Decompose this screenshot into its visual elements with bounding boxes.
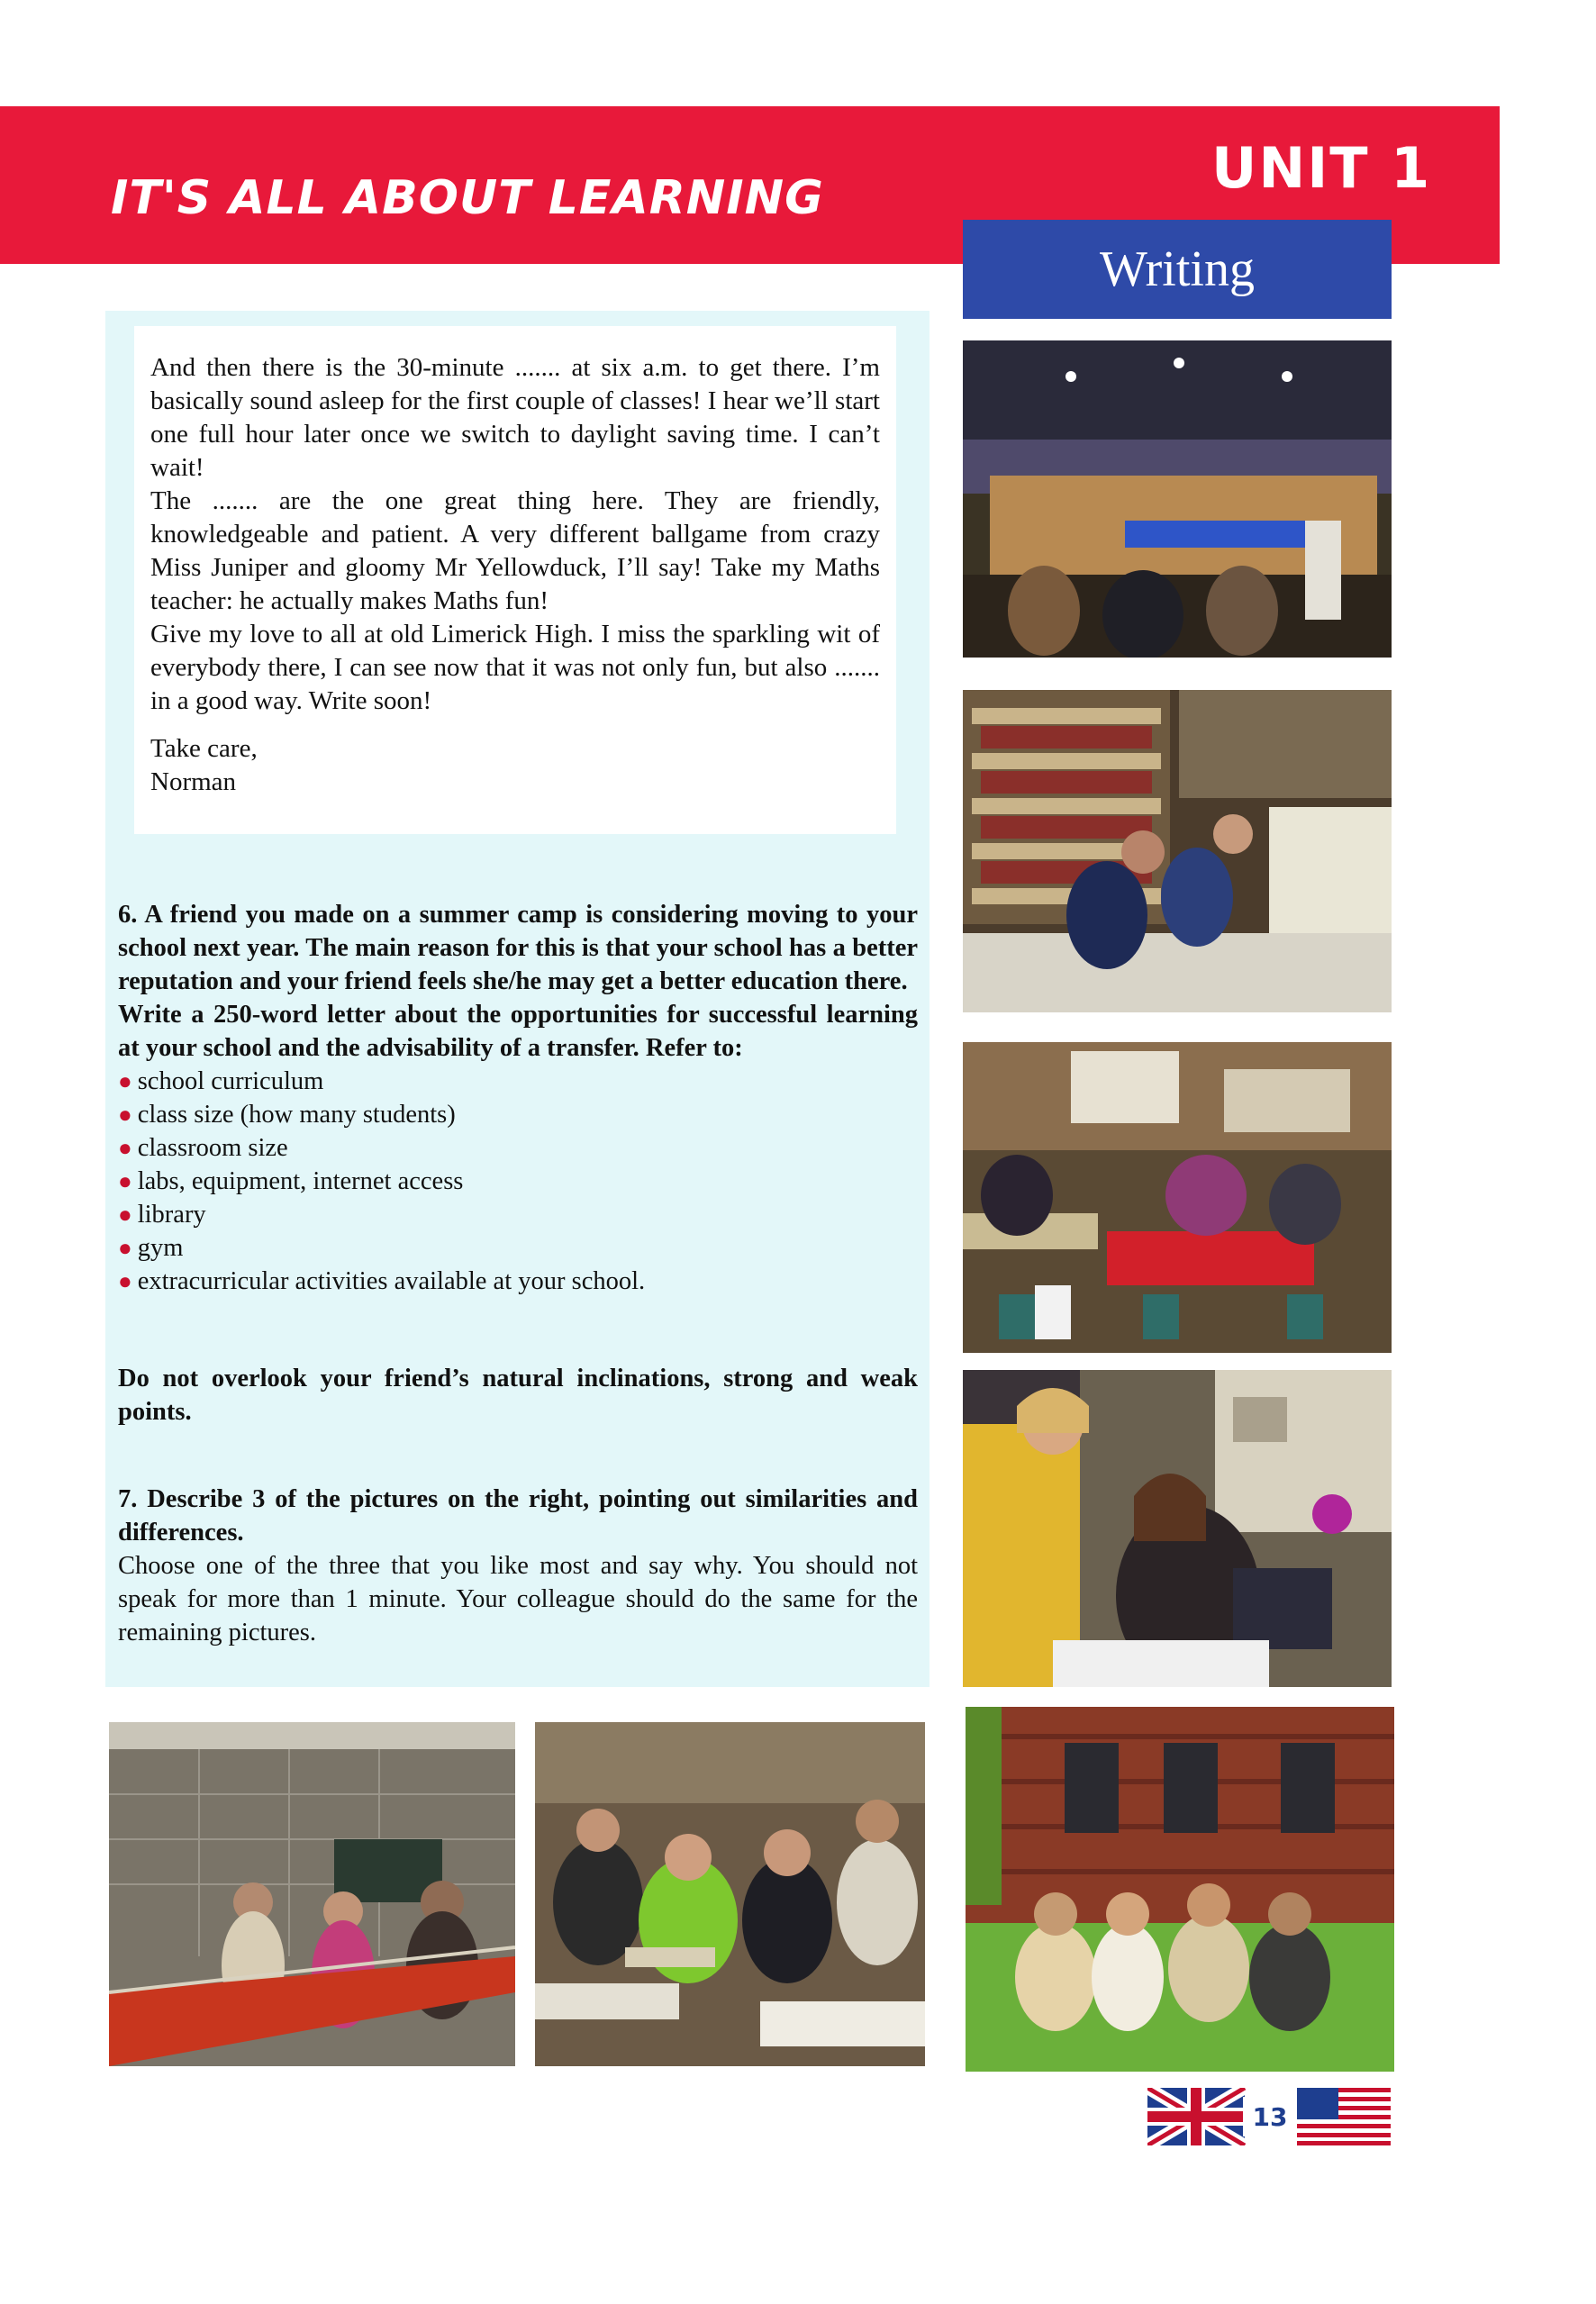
- list-item: ● school curriculum: [118, 1067, 324, 1095]
- task-7-heading: 7. Describe 3 of the pictures on the right, pointing out similarities and differences.: [118, 1485, 918, 1547]
- photo-campus-lawn: [966, 1707, 1394, 2072]
- task-6-note: Do not overlook your friend’s natural inclinations, strong and weak points.: [118, 1365, 918, 1426]
- task-7-body: Choose one of the three that you like most and say why. You should not speak for more than 1 minute. Your colleague should do the same for the remaining pictures.: [118, 1552, 918, 1646]
- page-title: IT'S ALL ABOUT LEARNING: [111, 171, 824, 225]
- task-6-bullet-list: [118, 1065, 918, 1298]
- list-item: ● extracurricular activities available at your school.: [118, 1267, 646, 1295]
- letter-text: [134, 326, 896, 834]
- letter-paragraph: The ....... are the one great thing here. They are friendly, knowledgeable and patient. A very different ballgame from crazy Miss Juniper and gloomy Mr Yellowduck, I’ll say! Take my Maths teacher: he actually makes Maths fun!: [150, 486, 880, 615]
- list-item: ● labs, equipment, internet access: [118, 1167, 464, 1195]
- photo-cafeteria: [963, 1042, 1392, 1353]
- list-item: ● gym: [118, 1234, 184, 1262]
- list-item: ● class size (how many students): [118, 1101, 456, 1129]
- photo-computer-room: [963, 1370, 1392, 1687]
- letter-paragraph: Give my love to all at old Limerick High. I miss the sparkling wit of everybody there, I can see now that it was not only fun, but also ....... in a good way. Write soon!: [150, 620, 880, 715]
- us-flag-icon: [1297, 2088, 1391, 2145]
- bullet-icon: ●: [118, 1068, 132, 1094]
- unit-label: UNIT 1: [1211, 135, 1432, 201]
- section-label: Writing: [963, 220, 1392, 319]
- letter-closing: Take care,: [150, 734, 258, 763]
- task-6: [118, 898, 918, 1298]
- bullet-icon: ●: [118, 1102, 132, 1128]
- photo-gym: [963, 340, 1392, 658]
- photo-library: [963, 690, 1392, 1012]
- bullet-icon: ●: [118, 1202, 132, 1228]
- bullet-icon: ●: [118, 1135, 132, 1161]
- task-6-instruction: Write a 250-word letter about the opportunities for successful learning at your school and the advisability of a transfer. Refer to:: [118, 1001, 918, 1062]
- list-item: ● library: [118, 1201, 206, 1229]
- bullet-icon: ●: [118, 1268, 132, 1294]
- task-7: [118, 1483, 918, 1649]
- bullet-icon: ●: [118, 1168, 132, 1194]
- task-6-intro: 6. A friend you made on a summer camp is considering moving to your school next year. The main reason for this is that your school has a better reputation and your friend feels she/he may get a better education there.: [118, 901, 918, 995]
- uk-flag-icon: [1147, 2088, 1245, 2145]
- photo-classroom: [535, 1722, 925, 2066]
- bullet-icon: ●: [118, 1235, 132, 1261]
- list-item: ● classroom size: [118, 1134, 288, 1162]
- letter-paragraph: And then there is the 30-minute ....... at six a.m. to get there. I’m basically sound asleep for the first couple of classes! I hear we’ll start one full hour later once we switch to daylight saving time. I can’t wait!: [150, 353, 880, 482]
- photo-science-lab: [109, 1722, 515, 2066]
- page-number: 13: [1243, 2097, 1297, 2136]
- letter-signature: Norman: [150, 767, 237, 796]
